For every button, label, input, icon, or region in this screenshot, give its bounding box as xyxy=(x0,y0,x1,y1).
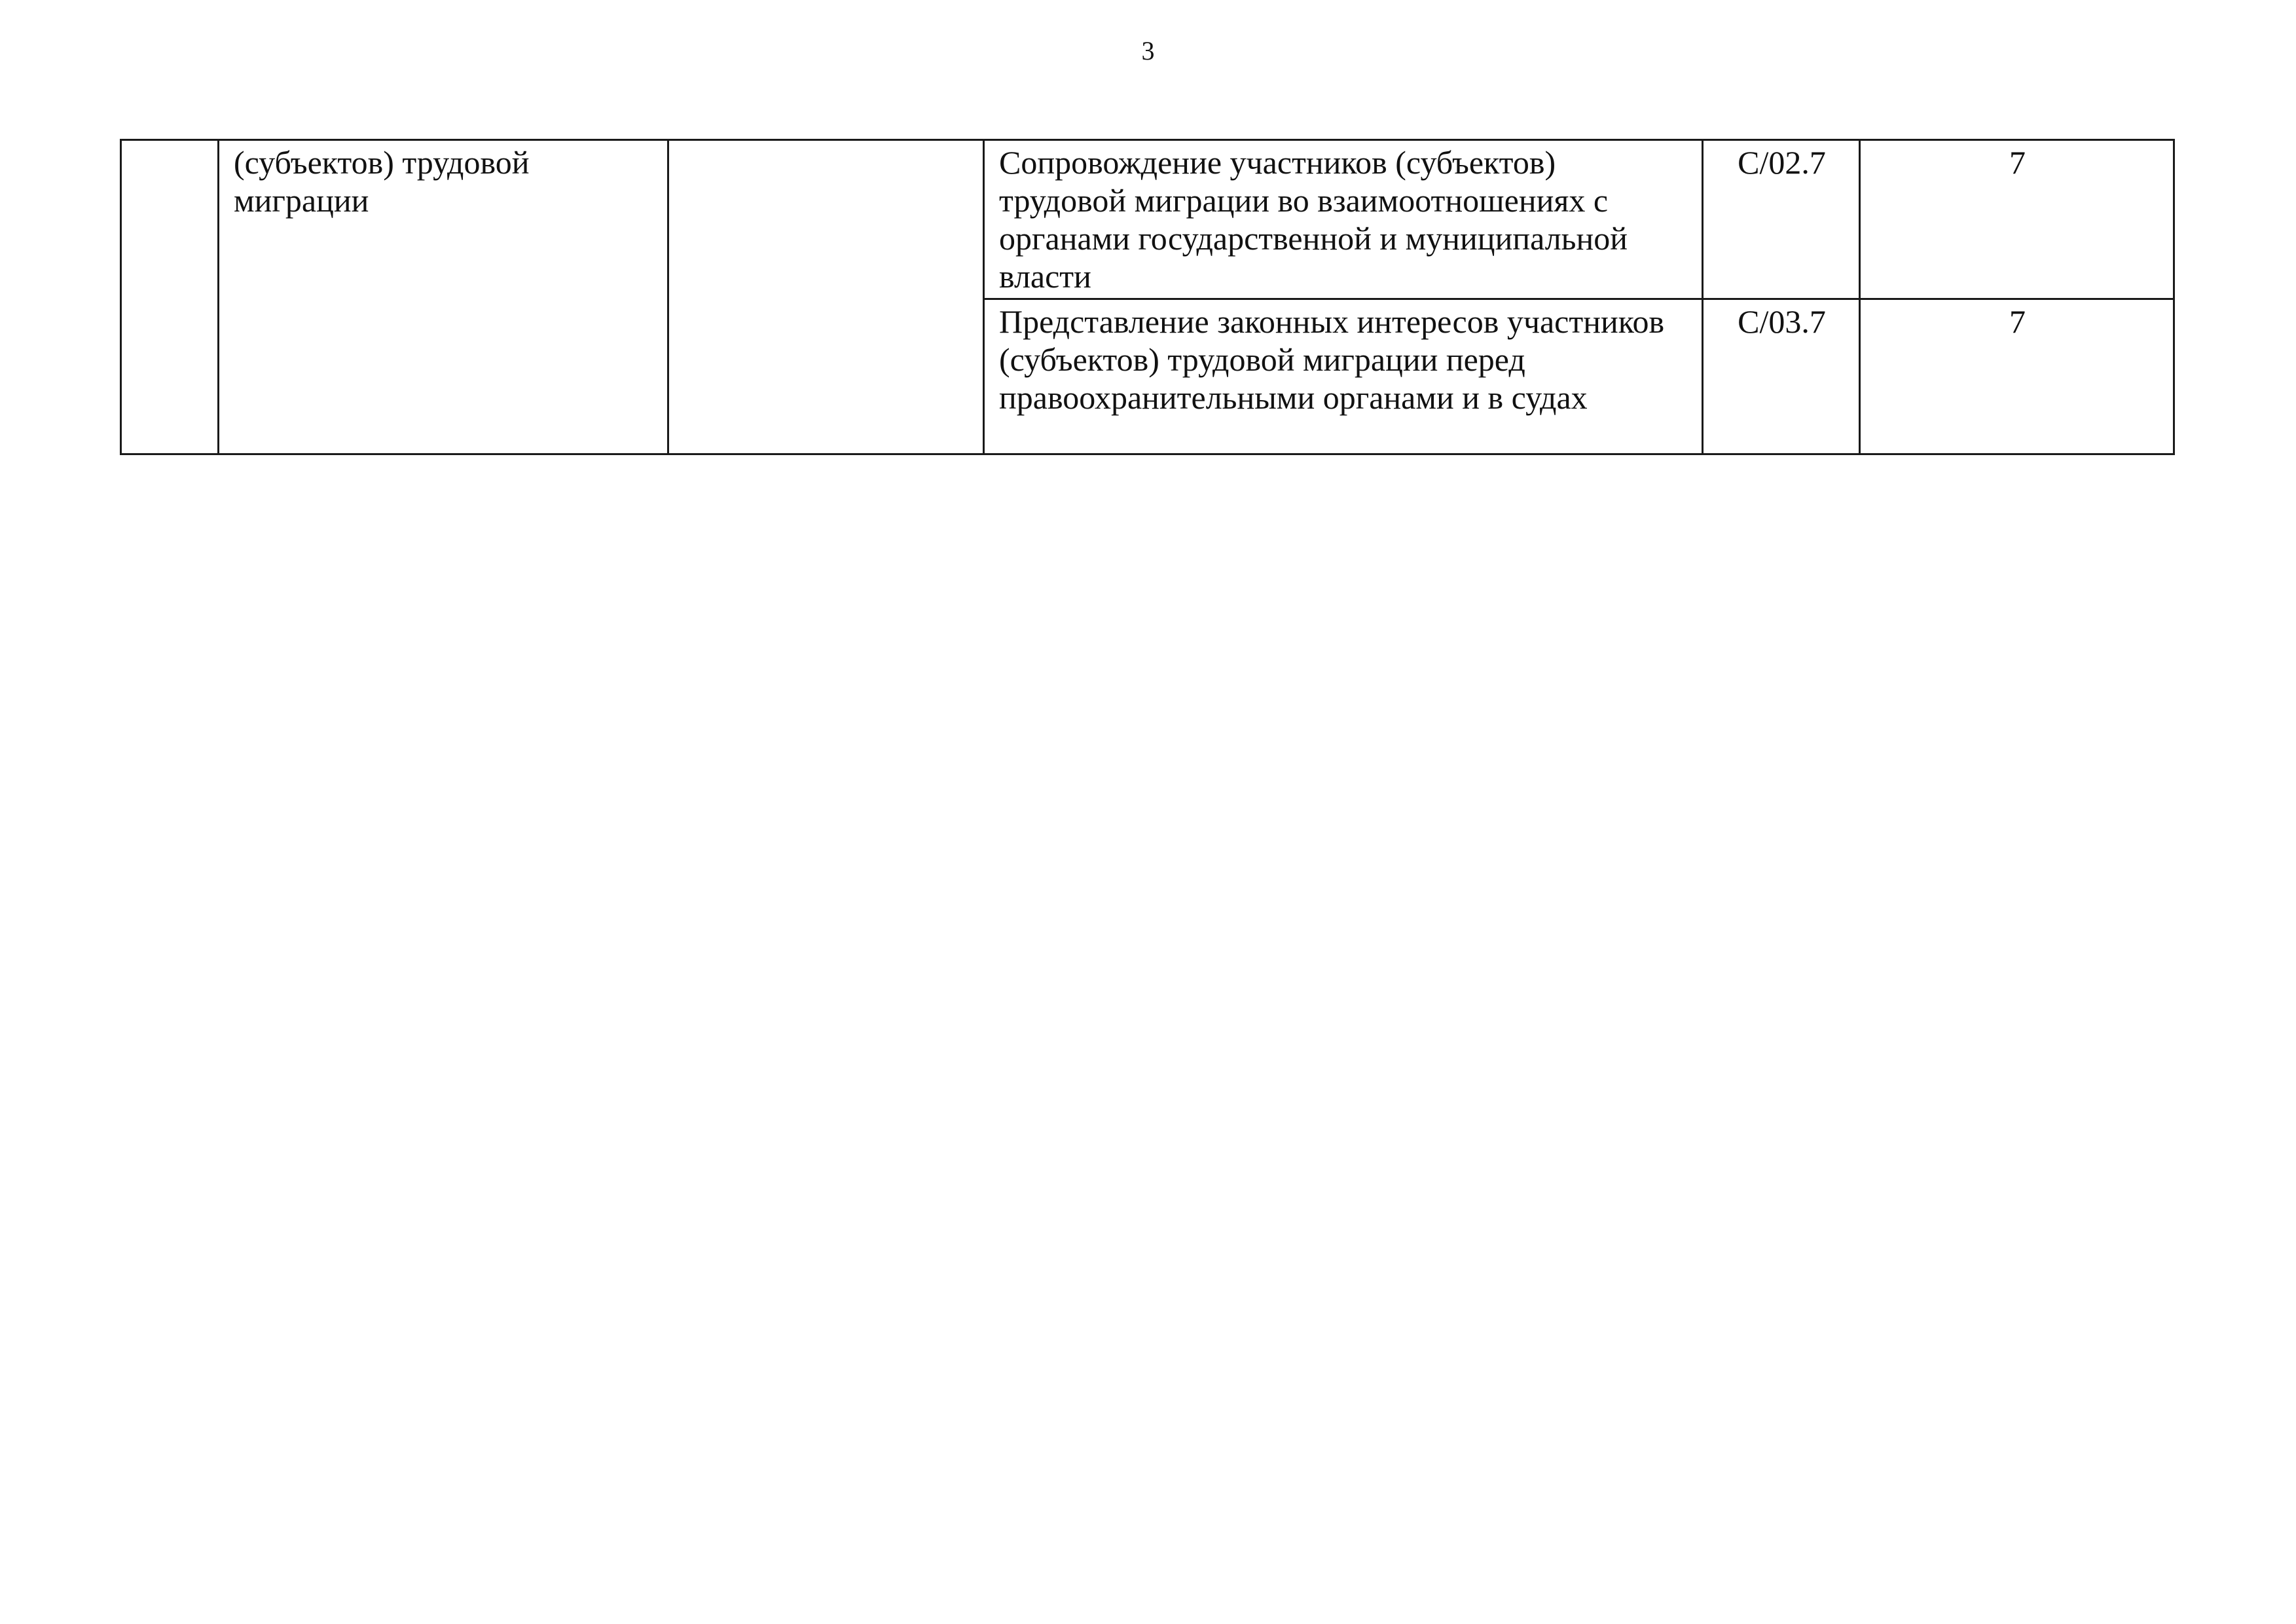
qualification-level-cell xyxy=(1860,299,2174,454)
labor-function-cell xyxy=(984,299,1703,454)
labor-function-text: Представление законных интересов участников (субъектов) трудовой миграции перед правоохранительными органами и в судах xyxy=(999,303,1665,416)
qualification-level: 7 xyxy=(2009,144,2026,181)
functions-table xyxy=(120,139,2175,455)
qualification-level: 7 xyxy=(2009,303,2026,340)
level-cell-empty xyxy=(668,140,984,454)
function-code: C/02.7 xyxy=(1738,144,1826,181)
table-row xyxy=(121,140,2174,299)
function-code-cell xyxy=(1703,299,1860,454)
code-cell-empty xyxy=(121,140,219,454)
function-code: C/03.7 xyxy=(1738,303,1826,340)
labor-function-text: Сопровождение участников (субъектов) трудовой миграции во взаимоотношениях с органами государственной и муниципальной власти xyxy=(999,144,1628,295)
page-number: 3 xyxy=(1141,36,1155,65)
function-code-cell xyxy=(1703,140,1860,299)
generalized-function-text: (субъектов) трудовой миграции xyxy=(234,144,530,219)
labor-function-cell xyxy=(984,140,1703,299)
generalized-function-cell xyxy=(219,140,668,454)
qualification-level-cell xyxy=(1860,140,2174,299)
